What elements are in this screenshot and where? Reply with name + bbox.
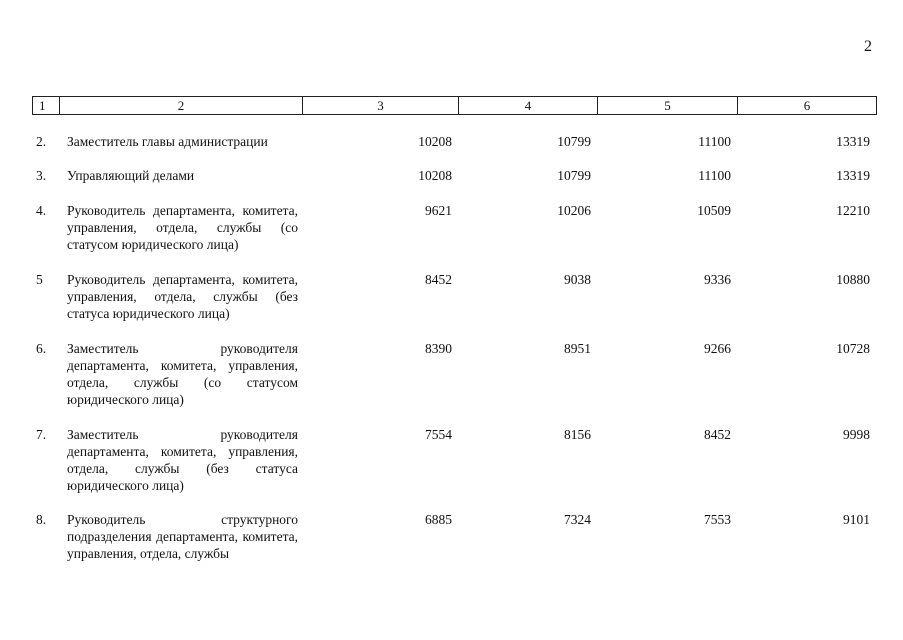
value-col-6: 13319 [836,134,870,149]
value-col-4: 7324 [564,512,591,527]
value-col-5: 10509 [697,203,731,218]
value-col-4: 10206 [557,203,591,218]
value-col-4: 10799 [557,134,591,149]
value-col-3: 8390 [425,341,452,356]
value-col-5: 9266 [704,341,731,356]
value-col-6: 9998 [843,427,870,442]
row-number: 7. [36,427,47,442]
value-col-5: 11100 [698,168,731,183]
header-col-3: 3 [303,97,459,115]
page-number: 2 [864,38,872,55]
value-col-6: 13319 [836,168,870,183]
position-title: Управляющий делами [67,168,195,183]
row-number: 6. [36,341,47,356]
value-col-3: 10208 [418,134,452,149]
value-col-5: 7553 [704,512,731,527]
header-col-2: 2 [60,97,303,115]
value-col-5: 9336 [704,272,731,287]
value-col-4: 10799 [557,168,591,183]
row-number: 5 [36,272,43,287]
value-col-3: 10208 [418,168,452,183]
header-col-5: 5 [598,97,738,115]
row-number: 3. [36,168,47,183]
position-title: Заместитель руководителя департамента, комитета, управления, отдела, службы (со статусом юридического лица) [67,341,298,407]
value-col-6: 9101 [843,512,870,527]
value-col-3: 7554 [425,427,452,442]
value-col-3: 8452 [425,272,452,287]
value-col-4: 9038 [564,272,591,287]
value-col-4: 8951 [564,341,591,356]
position-title: Заместитель руководителя департамента, комитета, управления, отдела, службы (без статуса юридического лица) [67,427,298,493]
column-number-header [32,96,877,115]
row-number: 4. [36,203,47,218]
value-col-5: 8452 [704,427,731,442]
value-col-6: 12210 [836,203,870,218]
value-col-3: 6885 [425,512,452,527]
position-title: Руководитель департамента, комитета, управления, отдела, службы (со статусом юридического лица) [67,203,298,252]
row-number: 8. [36,512,47,527]
position-title: Руководитель структурного подразделения департамента, комитета, управления, отдела, службы [67,512,298,561]
header-col-6: 6 [738,97,877,115]
position-title: Заместитель главы администрации [67,134,268,149]
value-col-4: 8156 [564,427,591,442]
row-number: 2. [36,134,47,149]
value-col-6: 10728 [836,341,870,356]
value-col-3: 9621 [425,203,452,218]
header-col-1: 1 [33,97,60,115]
position-title: Руководитель департамента, комитета, управления, отдела, службы (без статуса юридического лица) [67,272,298,321]
header-col-4: 4 [459,97,598,115]
value-col-6: 10880 [836,272,870,287]
value-col-5: 11100 [698,134,731,149]
